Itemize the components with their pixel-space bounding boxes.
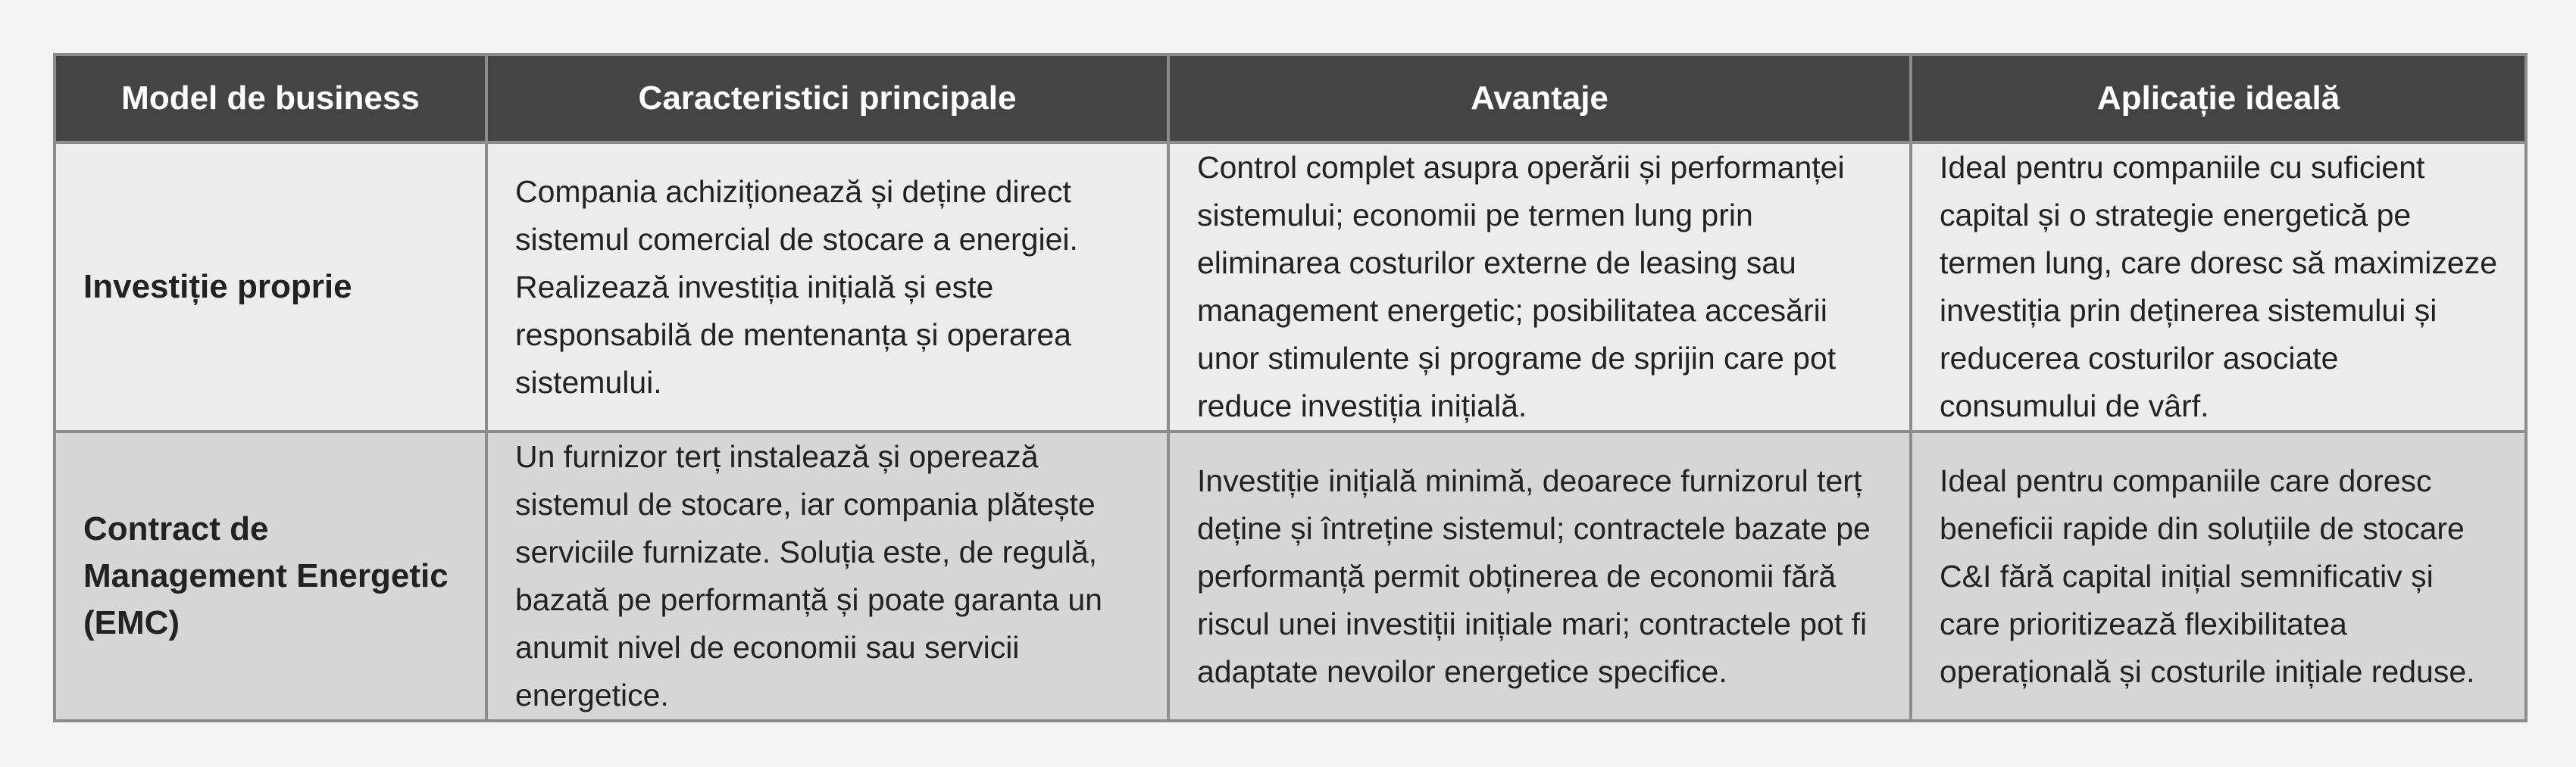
cell-features: Compania achiziționează și deține direct sistemul comercial de stocare a energiei. Realizează investiția inițială și este responsabilă de mentenanța și operarea sistemului.	[486, 142, 1168, 432]
table-row	[55, 432, 2526, 721]
business-model-table	[53, 53, 2528, 722]
cell-advantages: Control complet asupra operării și performanței sistemului; economii pe termen lung prin eliminarea costurilor externe de leasing sau management energetic; posibilitatea accesării unor stimulente și programe de sprijin care pot reduce investiția inițială.	[1168, 142, 1911, 432]
table-row	[55, 142, 2526, 432]
cell-model: Investiție proprie	[55, 142, 486, 432]
cell-application: Ideal pentru companiile cu suficient capital și o strategie energetică pe termen lung, care doresc să maximizeze investiția prin deținerea sistemului și reducerea costurilor asociate consumului de vârf.	[1911, 142, 2526, 432]
business-model-table-container	[53, 53, 2524, 722]
table-header-row	[55, 55, 2526, 142]
header-features: Caracteristici principale	[486, 55, 1168, 142]
cell-features: Un furnizor terț instalează și operează sistemul de stocare, iar compania plătește serviciile furnizate. Soluția este, de regulă, bazată pe performanță și poate garanta un anumit nivel de economii sau servicii energetice.	[486, 432, 1168, 721]
cell-application: Ideal pentru companiile care doresc beneficii rapide din soluțiile de stocare C&I fără capital inițial semnificativ și care prioritizează flexibilitatea operațională și costurile inițiale reduse.	[1911, 432, 2526, 721]
cell-model: Contract de Management Energetic (EMC)	[55, 432, 486, 721]
cell-advantages: Investiție inițială minimă, deoarece furnizorul terț deține și întreține sistemul; contractele bazate pe performanță permit obținerea de economii fără riscul unei investiții inițiale mari; contractele pot fi adaptate nevoilor energetice specifice.	[1168, 432, 1911, 721]
header-advantages: Avantaje	[1168, 55, 1911, 142]
header-application: Aplicație ideală	[1911, 55, 2526, 142]
header-model: Model de business	[55, 55, 486, 142]
